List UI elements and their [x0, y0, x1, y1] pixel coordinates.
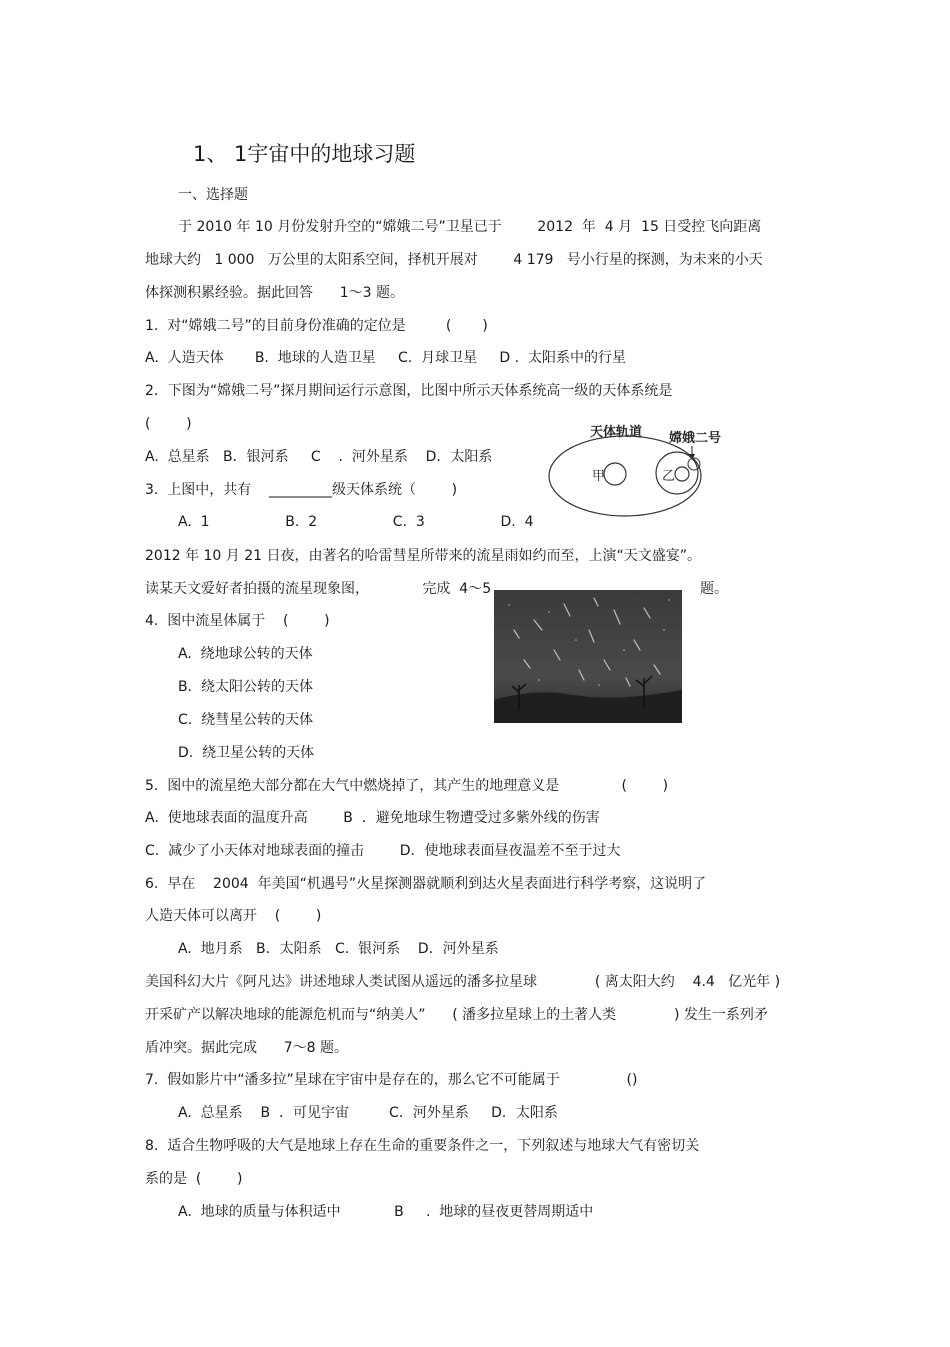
probe-label: 嫦娥二号 — [669, 431, 722, 446]
avatar-intro-2: 开采矿产以解决地球的能源危机而与“纳美人” ( 潘多拉星球上的土著人类 ) 发生一系列矛 — [145, 1007, 768, 1023]
meteor-photo — [494, 590, 682, 723]
question-4-option-c: C. 绕彗星公转的天体 — [178, 712, 314, 728]
avatar-intro-1: 美国科幻大片《阿凡达》讲述地球人类试图从遥远的潘多拉星球 ( 离太阳大约 4.4 亿光年 ) — [145, 974, 781, 990]
question-7-options: A. 总星系 B ．可见宇宙 C．河外星系 D．太阳系 — [178, 1105, 558, 1121]
meteor-intro-2-end: 题。 — [700, 581, 728, 597]
question-7: 7. 假如影片中“潘多拉”星球在宇宙中是存在的，那么它不可能属于 () — [145, 1072, 638, 1088]
question-4: 4. 图中流星体属于 ( ) — [145, 613, 330, 629]
intro-line-3: 体探测积累经验。据此回答 1～3 题。 — [145, 285, 404, 301]
question-3-options: A. 1 B. 2 C. 3 D. 4 — [178, 514, 534, 530]
orbit-diagram — [545, 420, 730, 520]
question-4-option-d: D. 绕卫星公转的天体 — [178, 745, 315, 761]
orbit-ellipse — [549, 436, 701, 516]
question-8: 8. 适合生物呼吸的大气是地球上存在生命的重要条件之一，下列叙述与地球大气有密切关 — [145, 1138, 700, 1154]
question-1-options: A. 人造天体 B. 地球的人造卫星 C. 月球卫星 D . 太阳系中的行星 — [145, 350, 626, 366]
body-jia-label: 甲 — [592, 469, 606, 484]
body-yi-label: 乙 — [662, 469, 676, 484]
body-yi-circle — [675, 467, 689, 481]
question-2-options: A. 总星系 B．银河系 C . 河外星系 D．太阳系 — [145, 449, 493, 465]
question-5-options-cd: C. 减少了小天体对地球表面的撞击 D．使地球表面昼夜温差不至于过大 — [145, 843, 621, 859]
question-3: 3. 上图中，共有 _________级天体系统（ ) — [145, 482, 458, 498]
question-8-cont: 系的是 ( ) — [145, 1171, 243, 1187]
question-5-options-ab: A. 使地球表面的温度升高 B ．避免地球生物遭受过多紫外线的伤害 — [145, 810, 600, 826]
question-8-options: A. 地球的质量与体积适中 B . 地球的昼夜更替周期适中 — [178, 1204, 594, 1220]
intro-line-1: 于 2010 年 10 月份发射升空的“嫦娥二号”卫星已于 2012 年 4 月 15 日受控飞向距离 — [178, 219, 762, 235]
question-6: 6. 早在 2004 年美国“机遇号”火星探测器就顺利到达火星表面进行科学考察，这说明了 — [145, 876, 707, 892]
page-title: 1、 1宇宙中的地球习题 — [193, 142, 416, 166]
question-2: 2．下图为“嫦娥二号”探月期间运行示意图，比图中所示天体系统高一级的天体系统是 — [145, 383, 673, 399]
avatar-intro-3: 盾冲突。据此完成 7～8 题。 — [145, 1040, 348, 1056]
intro-line-2: 地球大约 1 000 万公里的太阳系空间，择机开展对 4 179 号小行星的探测，为未来的小天 — [145, 252, 763, 268]
question-5: 5. 图中的流星绝大部分都在大气中燃烧掉了，其产生的地理意义是 ( ) — [145, 778, 669, 794]
meteor-intro-1: 2012 年 10 月 21 日夜，由著名的哈雷彗星所带来的流星雨如约而至，上演“天文盛宴”。 — [145, 548, 702, 564]
question-2-bracket: ( ) — [145, 416, 192, 432]
question-4-option-b: B. 绕太阳公转的天体 — [178, 679, 313, 695]
question-6-options: A. 地月系 B．太阳系 C. 银河系 D．河外星系 — [178, 941, 499, 957]
question-6-cont: 人造天体可以离开 ( ) — [145, 908, 322, 924]
orbit-label: 天体轨道 — [590, 425, 643, 440]
meteor-intro-2: 读某天文爱好者拍摄的流星现象图， 完成 4～5 — [145, 581, 492, 597]
section-heading: 一、选择题 — [178, 187, 248, 203]
question-4-option-a: A. 绕地球公转的天体 — [178, 646, 313, 662]
question-1: 1. 对“嫦娥二号”的目前身份准确的定位是 ( ) — [145, 318, 488, 334]
body-jia-circle — [604, 463, 626, 485]
